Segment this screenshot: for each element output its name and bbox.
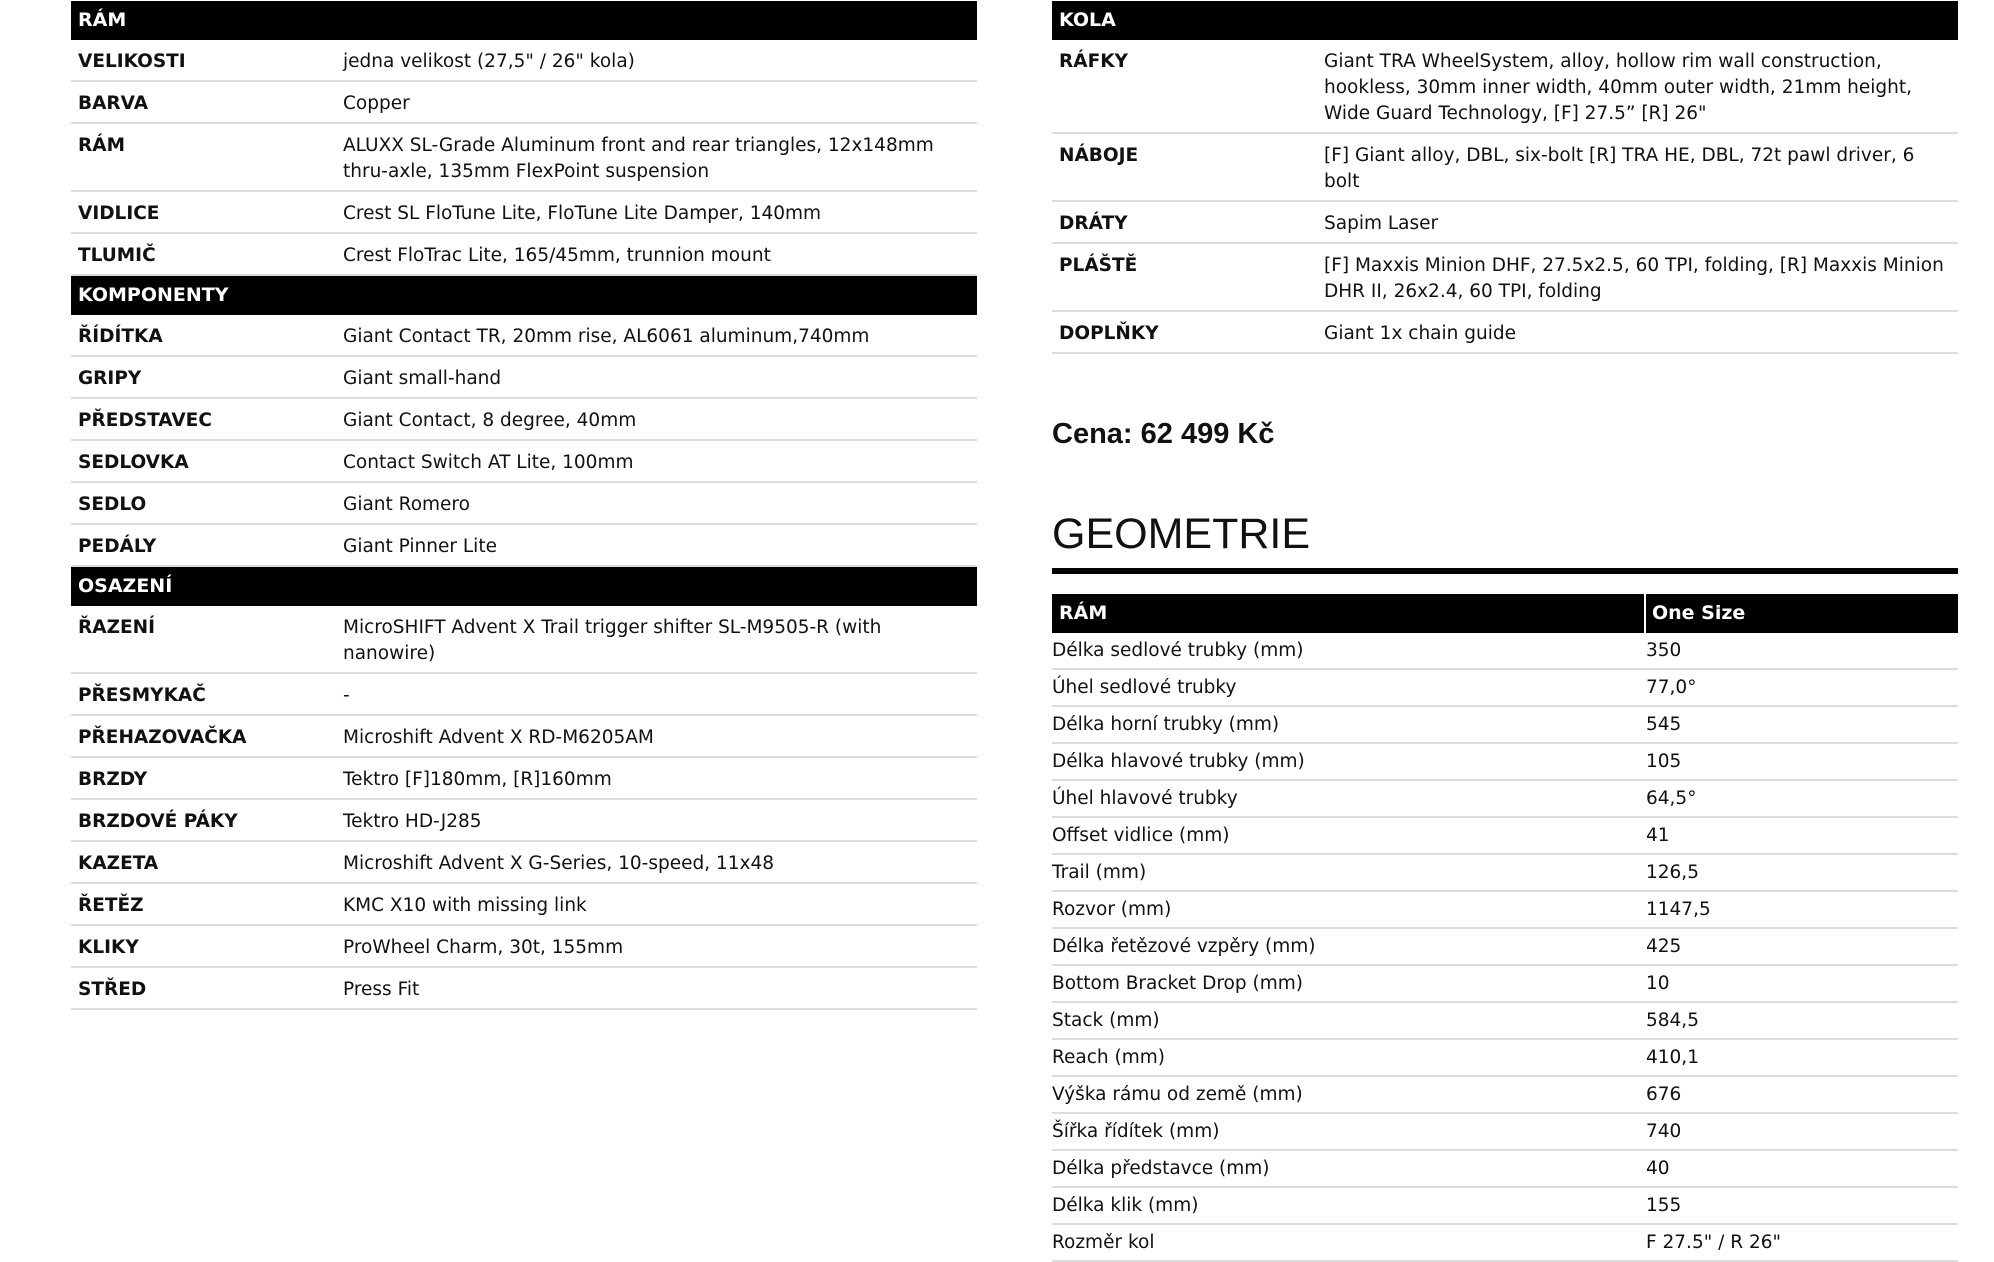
spec-row xyxy=(71,926,977,968)
spec-label: PLÁŠTĚ xyxy=(1059,255,1138,276)
spec-row xyxy=(1052,244,1958,312)
spec-value: Giant Pinner Lite xyxy=(343,536,497,557)
section-heading-ram: RÁM xyxy=(71,1,977,40)
spec-value: Tektro HD-J285 xyxy=(343,811,482,832)
geometry-row xyxy=(1052,633,1958,670)
spec-label: ŘETĚZ xyxy=(78,895,144,916)
spec-row xyxy=(71,441,977,483)
spec-label: VIDLICE xyxy=(78,203,160,224)
spec-row xyxy=(71,192,977,234)
spec-row xyxy=(1052,40,1958,134)
spec-value: Giant Contact, 8 degree, 40mm xyxy=(343,410,637,431)
geometry-value: 77,0° xyxy=(1646,677,1697,698)
spec-value: Giant 1x chain guide xyxy=(1324,323,1516,344)
geometry-label: Trail (mm) xyxy=(1052,862,1147,883)
geometry-value: 1147,5 xyxy=(1646,899,1711,920)
spec-value: Sapim Laser xyxy=(1324,213,1439,234)
price-label: Cena: 62 499 Kč xyxy=(1052,418,1275,450)
spec-label: DOPLŇKY xyxy=(1059,323,1159,344)
spec-label: ŘAZENÍ xyxy=(78,617,155,638)
spec-row xyxy=(71,234,977,276)
spec-label: PŘEHAZOVAČKA xyxy=(78,727,247,748)
spec-label: SEDLOVKA xyxy=(78,452,189,473)
spec-row xyxy=(71,606,977,674)
geometry-value: 350 xyxy=(1646,640,1682,661)
spec-label: KLIKY xyxy=(78,937,139,958)
geometry-row xyxy=(1052,1151,1958,1188)
spec-label: RÁM xyxy=(78,135,125,156)
spec-label: PŘEDSTAVEC xyxy=(78,410,212,431)
geometry-row xyxy=(1052,781,1958,818)
spec-row xyxy=(71,483,977,525)
spec-value: [F] Maxxis Minion DHF, 27.5x2.5, 60 TPI, folding, [R] Maxxis Minion DHR II, 26x2.4, 60 TPI, folding xyxy=(1324,255,1944,302)
geometry-value: 64,5° xyxy=(1646,788,1697,809)
geometry-label: Úhel hlavové trubky xyxy=(1052,788,1238,809)
geometry-value: 10 xyxy=(1646,973,1670,994)
spec-value: jedna velikost (27,5" / 26" kola) xyxy=(343,51,635,72)
geometry-row xyxy=(1052,1077,1958,1114)
spec-value: Giant Romero xyxy=(343,494,470,515)
geometry-row xyxy=(1052,818,1958,855)
spec-value: Giant Contact TR, 20mm rise, AL6061 aluminum,740mm xyxy=(343,326,870,347)
spec-row xyxy=(71,357,977,399)
geometry-label: Výška rámu od země (mm) xyxy=(1052,1084,1303,1105)
spec-label: BRZDY xyxy=(78,769,148,790)
spec-row xyxy=(71,82,977,124)
geometry-value: 740 xyxy=(1646,1121,1682,1142)
geometry-row xyxy=(1052,966,1958,1003)
spec-label: ŘÍDÍTKA xyxy=(78,326,163,347)
spec-value: ALUXX SL-Grade Aluminum front and rear triangles, 12x148mm thru-axle, 135mm FlexPoint suspension xyxy=(343,135,934,182)
geometry-divider xyxy=(1052,568,1958,574)
geometry-value: 425 xyxy=(1646,936,1682,957)
geometry-label: Úhel sedlové trubky xyxy=(1052,677,1237,698)
geometry-value: 545 xyxy=(1646,714,1682,735)
spec-row xyxy=(71,842,977,884)
spec-label: SEDLO xyxy=(78,494,147,515)
geometry-header-label: RÁM xyxy=(1059,602,1108,624)
geometry-value: 126,5 xyxy=(1646,862,1699,883)
geometry-value: 410,1 xyxy=(1646,1047,1699,1068)
geometry-row xyxy=(1052,1225,1958,1262)
spec-label: KAZETA xyxy=(78,853,159,874)
geometry-row xyxy=(1052,707,1958,744)
geometry-value: 41 xyxy=(1646,825,1670,846)
spec-value: Tektro [F]180mm, [R]160mm xyxy=(343,769,612,790)
geometry-label: Reach (mm) xyxy=(1052,1047,1165,1068)
geometry-label: Délka sedlové trubky (mm) xyxy=(1052,640,1304,661)
geometry-title: GEOMETRIE xyxy=(1052,510,1311,558)
spec-label: BARVA xyxy=(78,93,149,114)
spec-label: NÁBOJE xyxy=(1059,145,1139,166)
spec-row xyxy=(71,124,977,192)
spec-row xyxy=(1052,312,1958,354)
geometry-label: Délka klik (mm) xyxy=(1052,1195,1199,1216)
spec-row xyxy=(71,315,977,357)
geometry-label: Rozvor (mm) xyxy=(1052,899,1172,920)
geometry-row xyxy=(1052,1040,1958,1077)
geometry-row xyxy=(1052,855,1958,892)
geometry-value: 105 xyxy=(1646,751,1682,772)
spec-label: PEDÁLY xyxy=(78,536,157,557)
spec-label: BRZDOVÉ PÁKY xyxy=(78,811,238,832)
geometry-label: Rozměr kol xyxy=(1052,1232,1155,1253)
spec-value: Giant small-hand xyxy=(343,368,502,389)
spec-row xyxy=(71,40,977,82)
spec-row xyxy=(1052,202,1958,244)
geometry-row xyxy=(1052,670,1958,707)
geometry-header xyxy=(1052,594,1958,633)
geometry-label: Délka řetězové vzpěry (mm) xyxy=(1052,936,1316,957)
spec-value: Crest SL FloTune Lite, FloTune Lite Damper, 140mm xyxy=(343,203,822,224)
spec-value: ProWheel Charm, 30t, 155mm xyxy=(343,937,624,958)
spec-value: Copper xyxy=(343,93,410,114)
geometry-row xyxy=(1052,1188,1958,1225)
spec-label: PŘESMYKAČ xyxy=(78,685,206,706)
geometry-label: Šířka řídítek (mm) xyxy=(1052,1121,1220,1142)
spec-value: Microshift Advent X G-Series, 10-speed, 11x48 xyxy=(343,853,774,874)
spec-label: RÁFKY xyxy=(1059,51,1128,72)
spec-row xyxy=(71,399,977,441)
spec-label: STŘED xyxy=(78,979,147,1000)
geometry-row xyxy=(1052,929,1958,966)
spec-label: VELIKOSTI xyxy=(78,51,186,72)
geometry-label: Offset vidlice (mm) xyxy=(1052,825,1230,846)
spec-row xyxy=(71,800,977,842)
geometry-value: 155 xyxy=(1646,1195,1682,1216)
geometry-value: 584,5 xyxy=(1646,1010,1699,1031)
geometry-value: 676 xyxy=(1646,1084,1682,1105)
spec-value: [F] Giant alloy, DBL, six-bolt [R] TRA HE, DBL, 72t pawl driver, 6 bolt xyxy=(1324,145,1915,192)
geometry-label: Bottom Bracket Drop (mm) xyxy=(1052,973,1303,994)
spec-label: GRIPY xyxy=(78,368,142,389)
geometry-row xyxy=(1052,1003,1958,1040)
spec-value: KMC X10 with missing link xyxy=(343,895,587,916)
spec-row xyxy=(71,884,977,926)
section-heading-komponenty: KOMPONENTY xyxy=(71,276,977,315)
spec-label: DRÁTY xyxy=(1059,213,1128,234)
geometry-value: F 27.5" / R 26" xyxy=(1646,1232,1782,1253)
spec-table-right xyxy=(1052,1,1958,1262)
geometry-row xyxy=(1052,1114,1958,1151)
spec-row xyxy=(71,758,977,800)
geometry-label: Délka horní trubky (mm) xyxy=(1052,714,1280,735)
section-heading-kola: KOLA xyxy=(1052,1,1958,40)
spec-value: Contact Switch AT Lite, 100mm xyxy=(343,452,634,473)
spec-row xyxy=(1052,134,1958,202)
spec-value: Crest FloTrac Lite, 165/45mm, trunnion mount xyxy=(343,245,771,266)
spec-value: MicroSHIFT Advent X Trail trigger shifter SL-M9505-R (with nanowire) xyxy=(343,617,882,664)
geometry-row xyxy=(1052,892,1958,929)
geometry-label: Délka hlavové trubky (mm) xyxy=(1052,751,1305,772)
geometry-value: 40 xyxy=(1646,1158,1670,1179)
geometry-label: Stack (mm) xyxy=(1052,1010,1160,1031)
spec-row xyxy=(71,716,977,758)
spec-table-left xyxy=(71,1,977,1010)
spec-value: Microshift Advent X RD-M6205AM xyxy=(343,727,654,748)
spec-value: - xyxy=(343,685,350,706)
geometry-row xyxy=(1052,744,1958,781)
geometry-header-size: One Size xyxy=(1652,602,1746,624)
spec-row xyxy=(71,525,977,567)
spec-row xyxy=(71,968,977,1010)
section-heading-osazeni: OSAZENÍ xyxy=(71,567,977,606)
spec-row xyxy=(71,674,977,716)
geometry-label: Délka představce (mm) xyxy=(1052,1158,1270,1179)
spec-value: Press Fit xyxy=(343,979,420,1000)
spec-value: Giant TRA WheelSystem, alloy, hollow rim wall construction, hookless, 30mm inner width, 40mm outer width, 21mm height, Wide Guard Technology, [F] 27.5” [R] 26" xyxy=(1324,51,1913,124)
spec-label: TLUMIČ xyxy=(78,245,156,266)
